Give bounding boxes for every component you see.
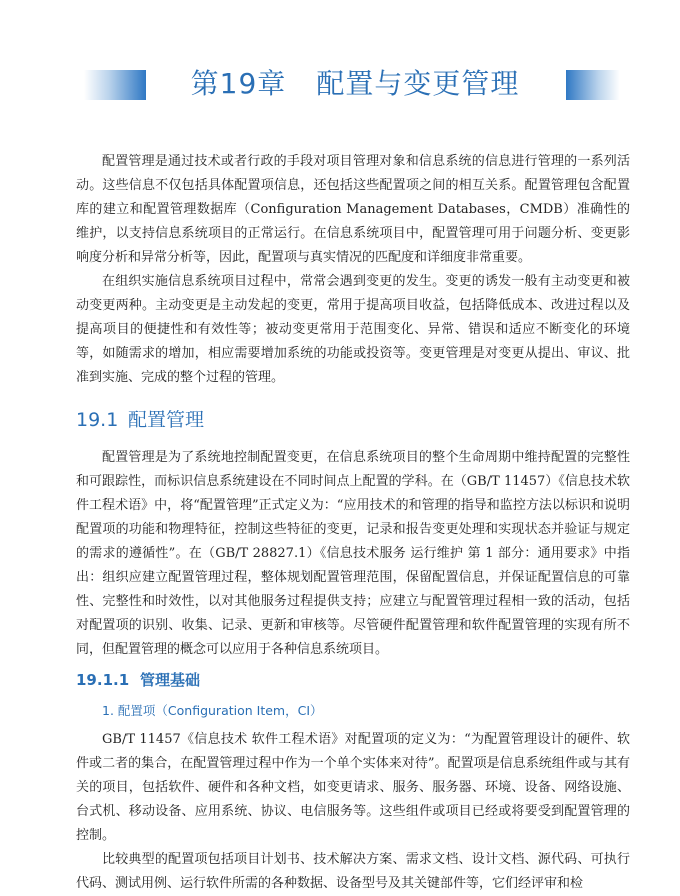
chapter-title [150, 62, 560, 102]
page-content [76, 150, 630, 896]
header-band-right [566, 70, 620, 100]
intro-paragraph-2: 在组织实施信息系统项目过程中，常常会遇到变更的发生。变更的诱发一般有主动变更和被动变更两种。主动变更是主动发起的变更，常用于提高项目收益，包括降低成本、改进过程以及提高项目的便捷性和有效性等；被动变更常用于范围变化、异常、错误和适应不断变化的环境等，如随需求的增加，相应需要增加系统的功能或投资等。变更管理是对变更从提出、审议、批准到实施、完成的整个过程的管理。 [76, 274, 630, 385]
item-heading: 1. 配置项（Configuration Item，CI） [102, 703, 323, 718]
intro-paragraph-1: 配置管理是通过技术或者行政的手段对项目管理对象和信息系统的信息进行管理的一系列活动。这些信息不仅包括具体配置项信息，还包括这些配置项之间的相互关系。配置管理包含配置库的建立和配置管理数据库（Configuration Management Databases，CMDB）准确性的维护，以支持信息系统项目的正常运行。在信息系统项目中，配置管理可用于问题分析、变更影响度分析和异常分析等，因此，配置项与真实情况的匹配度和详细度非常重要。 [76, 154, 630, 265]
subsection-title: 管理基础 [140, 671, 201, 689]
chapter-name: 配置与变更管理 [316, 67, 520, 100]
header-band-left [84, 70, 146, 100]
section-title: 配置管理 [128, 409, 205, 431]
item-paragraph-2: 比较典型的配置项包括项目计划书、技术解决方案、需求文档、设计文档、源代码、可执行代码、测试用例、运行软件所需的各种数据、设备型号及其关键部件等，它们经评审和检 [76, 852, 630, 891]
section-heading [76, 406, 630, 434]
subsection-number: 19.1.1 [76, 671, 130, 689]
section-paragraph: 配置管理是为了系统地控制配置变更，在信息系统项目的整个生命周期中维持配置的完整性和可跟踪性，而标识信息系统建设在不同时间点上配置的学科。在（GB/T 11457）《信息技术软件工程术语》中，将“配置管理”正式定义为：“应用技术的和管理的指导和监控方法以标识和说明配置项的功能和物理特征，控制这些特征的变更，记录和报告变更处理和实现状态并验证与规定的需求的遵循性”。在（GB/T 28827.1）《信息技术服务 运行维护 第 1 部分：通用要求》中指出：组织应建立配置管理过程，整体规划配置管理范围，保留配置信息，并保证配置信息的可靠性、完整性和时效性，以对其他服务过程提供支持；应建立与配置管理过程相一致的活动，包括对配置项的识别、收集、记录、更新和审核等。尽管硬件配置管理和软件配置管理的实现有所不同，但配置管理的概念可以应用于各种信息系统项目。 [76, 450, 630, 657]
subsection-heading [76, 668, 630, 692]
section-number: 19.1 [76, 409, 119, 431]
item-paragraph-1: GB/T 11457《信息技术 软件工程术语》对配置项的定义为：“为配置管理设计的硬件、软件或二者的集合，在配置管理过程中作为一个单个实体来对待”。配置项是信息系统组件或与其有关的项目，包括软件、硬件和各种文档，如变更请求、服务、服务器、环境、设备、网络设施、台式机、移动设备、应用系统、协议、电信服务等。这些组件或项目已经或将要受到配置管理的控制。 [76, 732, 630, 843]
chapter-number: 第19章 [190, 67, 287, 100]
